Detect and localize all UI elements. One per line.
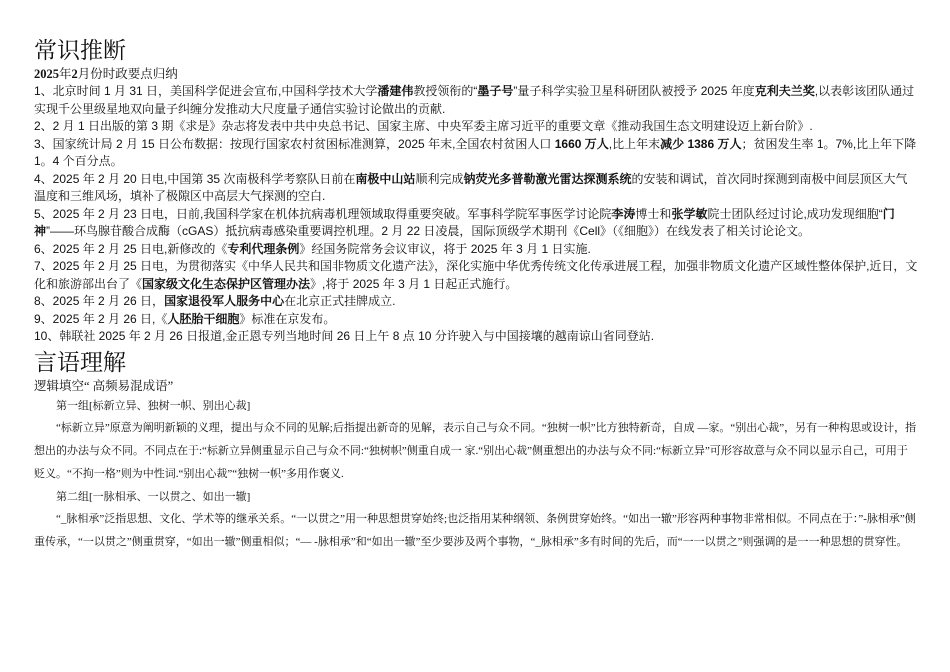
news-list [34,83,918,346]
news-item-text: 顺利完成 [415,171,464,186]
news-item-text: 10、韩联社 2025 年 2 月 26 日报道,金正恩专列当地时间 26 日上午 8 点 10 分许驶入与中国接壤的越南谅山省同登站. [34,329,655,343]
subtitle-year: 2025 [34,67,59,81]
news-item-highlight: 人胚胎干细胞 [167,311,240,326]
news-item-text: 的安装和调试，首次同时探测到南极中间层顶区大气温度和三维风场，填补了极隙区中高层大气探测的空白. [34,171,908,203]
news-item-text: 4、2025 年 2 月 20 日电,中国第 35 次南极科学考察队日前在 [34,171,356,186]
news-item-text: 5、2025 年 2 月 23 日电，日前,我国科学家在机体抗病毒机理领域取得重要突破。军事科学院军事医学讨论院 [34,206,612,221]
section-title-language: 言语理解 [34,349,126,376]
news-item-text: ”——环鸟腺苷酸合成酶（cGAS）抵抗病毒感染重要调控机理。2 月 22 日凌晨，国际顶级学术期刊《Cell》（《细胞》）在线发表了相关讨论论文。 [46,224,811,238]
news-item-text: 教授领衔的“ [413,84,478,98]
news-item [34,118,918,136]
news-item-text: 9、2025 年 2 月 26 日,《 [34,311,168,326]
news-item-highlight: 1660 万人 [554,136,609,151]
document-page [34,36,918,554]
news-item-text: 在北京正式挂牌成立. [284,294,396,308]
news-item-text: 7、2025 年 2 月 25 日电，为贯彻落实《中华人民共和国非物质文化遗产法》，深化实施中华优秀传统文化传承进展工程，加强非物质文化遗产区域性整体保护,近日，文化和旅游部出台了《 [34,259,918,291]
news-item-highlight: 南极中山站 [355,171,416,186]
news-item-text: 6、2025 年 2 月 25 日电,新修改的《 [34,241,228,256]
news-item-text: 3、国家统计局 2 月 15 日公布数据：按现行国家农村贫困标准测算，2025 年末,全国农村贫困人口 [34,136,555,151]
news-item [34,206,918,241]
news-item-highlight: 潘建伟 [377,84,414,98]
news-item [34,328,918,346]
news-item-highlight: 克利夫兰奖 [754,84,815,98]
group1-text: “标新立异”原意为阐明新颖的义理，提出与众不同的见解;后指提出新奇的见解，表示自己与众不同。“独树一帜”比方独特新奇，自成 —家。“别出心裁”，另有一种构思或设计，指想出的办法与众不同。不同点在于:“标新立异侧重显示自己与众不同:“独树帜”侧重自成一 家.“别出心裁”侧重想出的办法与众不同:“标新立异”可形容故意与众不同以显示自己，可用于贬义。“不拘一格”则为中性词.“别出心裁”“独树一帜”多用作褒义. [34,421,917,480]
news-item-highlight: 减少 1386 万人 [660,136,742,151]
news-item [34,241,918,259]
news-item [34,83,918,118]
news-item [34,136,918,171]
news-item [34,311,918,329]
news-item-text: 8、2025 年 2 月 26 日， [34,294,165,308]
news-item-highlight: 墨子号 [477,84,514,98]
news-item-text: ；贫困发生率 1。7%,比上年下降 1。4 个百分点。 [34,136,917,168]
subtitle-tail: 月份时政要点归纳 [77,67,178,81]
news-item-highlight: 张学敏 [671,206,708,221]
subtitle-month: 2 [71,67,78,81]
news-item-text: 》标准在京发布。 [239,311,336,326]
news-item-text: ,比上年末 [608,136,661,151]
news-item-highlight: 门神 [34,206,895,238]
news-item-highlight: 国家退役军人服务中心 [164,294,285,308]
section-title-common-sense: 常识推断 [34,38,126,64]
news-item-text: 院士团队经过讨论,成功发现细胞“ [707,206,883,221]
news-item-text: 1、北京时间 1 月 31 日，美国科学促进会宣布,中国科学技术大学 [34,84,378,98]
news-item-highlight: 国家级文化生态保护区管理办法 [142,276,311,291]
news-item-text: 2、2 月 1 日出版的第 3 期《求是》杂志将发表中共中央总书记、国家主席、中央军委主席习近平的重要文章《推动我国生态文明建设迈上新台阶》. [34,119,813,133]
section-subtitle-idioms: 逻辑填空“ 高频易混成语” [34,378,174,393]
news-item-highlight: 专利代理条例 [227,241,300,256]
subtitle-year-suffix: 年 [59,67,72,81]
news-item-text: 博士和 [635,206,672,221]
news-item [34,258,918,293]
section-subtitle-news [34,66,918,83]
news-item-highlight: 李涛 [611,206,636,221]
news-item [34,293,918,311]
news-item-text: ”量子科学实验卫星科研团队被授予 2025 年度 [513,84,755,98]
news-item-text: 》,将于 2025 年 3 月 1 日起正式施行。 [310,276,518,291]
news-item-text: ,以表彰该团队通过实现千公里级星地双向量子纠缠分发推动大尺度量子通信实验讨论做出的贡献. [34,84,915,116]
group1-title: 第一组[标新立异、独树一帜、别出心裁] [56,399,251,412]
news-item-text: 》经国务院常务会议审议，将于 2025 年 3 月 1 日实施. [299,241,591,256]
news-item-highlight: 钠荧光多普勒激光雷达探测系统 [463,171,632,186]
group2-text: “_脉相承”泛指思想、文化、学术等的继承关系。“一以贯之”用一种思想贯穿始终;也泛指用某种纲领、条例贯穿始终。“如出一辙”形容两种事物非常相似。不同点在于：”-脉相承”侧重传承，“一以贯之”侧重贯穿，“如出一辙”侧重相似；“— -脉相承”和“如出一辙”至少要涉及两个事物，“_脉相承”多有时间的先后，而“一一以贯之”则强调的是一一种思想的贯穿性。 [34,512,916,548]
group2-title: 第二组[一脉相承、一以贯之、如出一辙] [56,490,251,503]
news-item [34,171,918,206]
